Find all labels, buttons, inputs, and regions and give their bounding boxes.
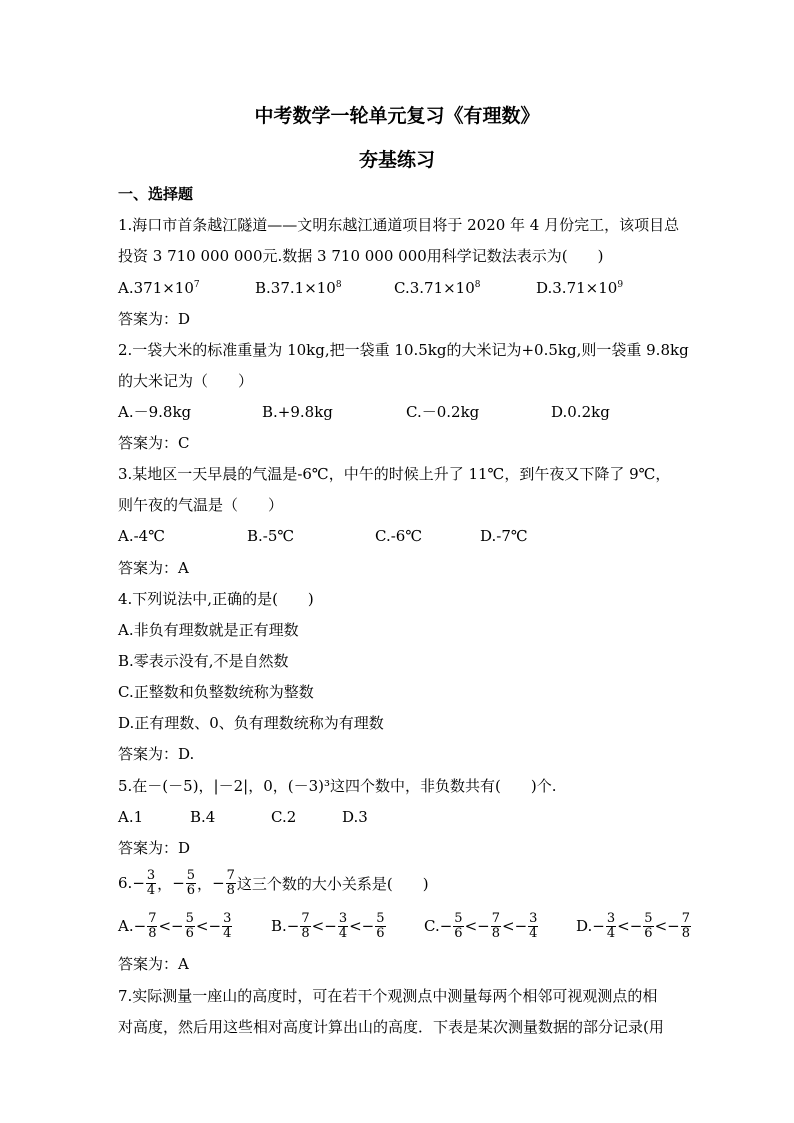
question-6-stem: 6. − $\frac{3}{4}$ ， − $\frac{5}{6}$ ， − $\frac{7}{8}$ 这三个数的大小关系是( ) bbox=[118, 867, 429, 898]
question-5-option-d: D.3 bbox=[342, 808, 368, 826]
question-2-option-a: A.－9.8kg bbox=[118, 403, 192, 421]
question-3-option-b: B.-5℃ bbox=[247, 527, 295, 545]
question-4-answer: 答案为：D. bbox=[118, 745, 195, 763]
question-5-line-1: 5.在－(－5)，|－2|，0，(－3)³这四个数中，非负数共有( )个. bbox=[118, 777, 557, 795]
question-5-option-b: B.4 bbox=[190, 808, 216, 826]
question-3-line-2: 则午夜的气温是（ ） bbox=[118, 496, 284, 514]
question-6-option-b: B. − $\frac{7}{8}$ < − $\frac{3}{4}$ < − $\frac{5}{6}$ bbox=[271, 910, 385, 941]
question-6-option-c: C. − $\frac{5}{6}$ < − $\frac{7}{8}$ < − $\frac{3}{4}$ bbox=[424, 910, 538, 941]
question-2-option-b: B.+9.8kg bbox=[262, 403, 333, 421]
question-4-option-b: B.零表示没有,不是自然数 bbox=[118, 652, 289, 670]
question-2-line-2: 的大米记为（ ） bbox=[118, 372, 254, 390]
fraction-3-4: $\frac{3}{4}$ bbox=[146, 867, 156, 898]
question-1-option-c: $C.3.71\times 10^8$ bbox=[394, 279, 481, 297]
question-3-line-1: 3.某地区一天早晨的气温是-6℃，中午的时候上升了 11℃，到午夜又下降了 9℃， bbox=[118, 465, 671, 483]
question-3-option-d: D.-7℃ bbox=[480, 527, 528, 545]
question-4-option-d: D.正有理数、0、负有理数统称为有理数 bbox=[118, 714, 384, 732]
question-5-answer: 答案为：D bbox=[118, 839, 191, 857]
question-1-answer: 答案为：D bbox=[118, 310, 191, 328]
question-3-option-c: C.-6℃ bbox=[375, 527, 423, 545]
page-subtitle: 夯基练习 bbox=[358, 149, 435, 171]
page-title: 中考数学一轮单元复习《有理数》 bbox=[254, 105, 540, 127]
question-7-line-1: 7.实际测量一座山的高度时，可在若干个观测点中测量每两个相邻可视观测点的相 bbox=[118, 987, 658, 1005]
question-5-option-c: C.2 bbox=[271, 808, 297, 826]
question-6-answer: 答案为：A bbox=[118, 955, 189, 973]
question-5-option-a: A.1 bbox=[118, 808, 144, 826]
fraction-7-8: $\frac{7}{8}$ bbox=[226, 867, 235, 898]
question-4-line-1: 4.下列说法中,正确的是( ) bbox=[118, 590, 314, 608]
question-1-line-1: 1.海口市首条越江隧道——文明东越江通道项目将于 2020 年 4 月份完工，该项目总 bbox=[118, 216, 680, 234]
question-2-option-c: C.－0.2kg bbox=[406, 403, 480, 421]
question-2-answer: 答案为：C bbox=[118, 434, 190, 452]
question-6-option-a: A. − $\frac{7}{8}$ < − $\frac{5}{6}$ < − $\frac{3}{4}$ bbox=[118, 910, 232, 941]
fraction-5-6: $\frac{5}{6}$ bbox=[186, 867, 196, 898]
question-1-line-2: 投资 3 710 000 000元.数据 3 710 000 000用科学记数法表示为( ) bbox=[118, 247, 604, 265]
question-1-option-d: $D.3.71\times 10^9$ bbox=[536, 279, 624, 297]
question-4-option-c: C.正整数和负整数统称为整数 bbox=[118, 683, 314, 701]
question-1-option-b: $B.37.1\times 10^8$ bbox=[255, 279, 342, 297]
question-2-option-d: D.0.2kg bbox=[551, 403, 610, 421]
question-6-option-d: D. − $\frac{3}{4}$ < − $\frac{5}{6}$ < − $\frac{7}{8}$ bbox=[576, 910, 690, 941]
question-1-option-a: $A.371\times 10^7$ bbox=[118, 279, 200, 297]
question-4-option-a: A.非负有理数就是正有理数 bbox=[118, 621, 299, 639]
question-2-line-1: 2.一袋大米的标准重量为 10kg,把一袋重 10.5kg的大米记为+0.5kg,则一袋重 9.8kg bbox=[118, 341, 689, 359]
section-heading: 一、选择题 bbox=[118, 185, 194, 203]
question-7-line-2: 对高度，然后用这些相对高度计算出山的高度．下表是某次测量数据的部分记录(用 bbox=[118, 1018, 664, 1036]
question-3-option-a: A.-4℃ bbox=[118, 527, 165, 545]
question-3-answer: 答案为：A bbox=[118, 559, 189, 577]
